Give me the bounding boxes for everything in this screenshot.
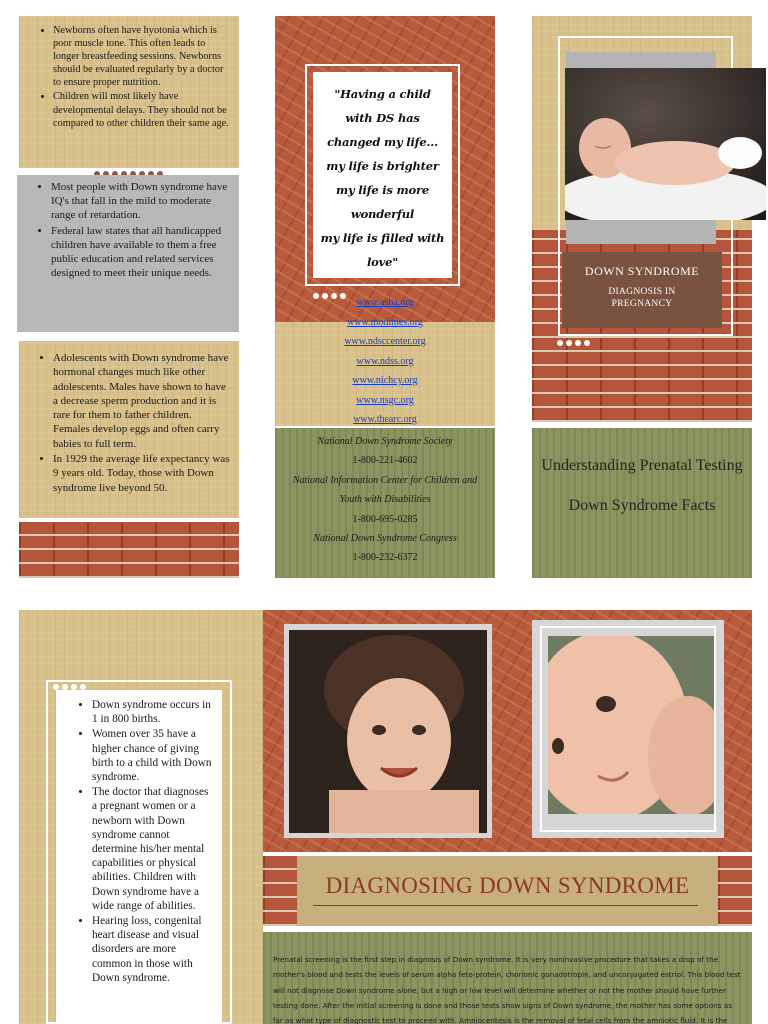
link-ndss[interactable]: www.ndss.org [356, 355, 414, 367]
list-item: • The doctor that diagnoses a pregnant women or a newborn with Down syndrome cannot determine his/her mental capabilities or physical abilities. Children with Down syndrome have a wide range of abilities. [92, 785, 216, 913]
link-asha[interactable]: www.asha.org [356, 297, 414, 308]
dot-divider [557, 333, 593, 339]
links-list [275, 293, 495, 430]
link-nichcy[interactable]: www.nichcy.org [352, 375, 418, 386]
list-item: • Women over 35 have a higher chance of giving birth to a child with Down syndrome. [92, 727, 216, 784]
contact-name: National Down Syndrome Congress [313, 533, 457, 545]
baby-face-illustration [548, 636, 714, 814]
quote-card [313, 72, 452, 278]
list-item: • Children will most likely have developmental delays. They should not be compared to other children their same age. [53, 90, 229, 129]
left-panel-box-1 [19, 16, 239, 168]
cover-line-2: Down Syndrome Facts [568, 497, 716, 514]
quote-text: "Having a child with DS has changed my life... my life is brighter my life is more wonderful my life is filled with love" [320, 87, 445, 269]
contact-name: National Down Syndrome Society [317, 436, 453, 447]
list-item: • Down syndrome occurs in 1 in 800 births. [92, 698, 216, 726]
sleeping-baby-illustration [565, 68, 766, 220]
dot-divider [53, 677, 89, 683]
brick-strip [19, 522, 239, 578]
cover-line-1: Understanding Prenatal Testing [541, 457, 743, 474]
cover-bottom-panel [532, 428, 752, 578]
heading-box [297, 856, 718, 926]
contact-phone: 1-800-232-6372 [352, 552, 418, 564]
baby-sleeping-photo [565, 68, 766, 220]
list-item: • Federal law states that all handicapped children have available to them a free public education and related services designed to meet their unique needs. [51, 224, 229, 281]
dot-divider [94, 164, 166, 170]
list-item: • In 1929 the average life expectancy was 9 years old. Today, those with Down syndrome live beyond 50. [53, 452, 231, 495]
list-item: • Most people with Down syndrome have IQ's that fall in the mild to moderate range of retardation. [51, 180, 229, 223]
facts-card [56, 690, 222, 1024]
link-ndsccenter[interactable]: www.ndsccenter.org [344, 336, 426, 347]
cover-subtitle: DIAGNOSIS IN PREGNANCY [608, 287, 676, 309]
left-panel-box-3 [19, 341, 239, 518]
contact-phone: 1-800-695-0285 [352, 513, 418, 525]
contacts-panel [275, 428, 495, 578]
link-modimes[interactable]: www.modimes.org [347, 316, 423, 328]
smiling-child-illustration [289, 630, 487, 833]
body-paragraph: Prenatal screening is the first step in diagnosis of Down syndrome. It is very noninvasive procedure that takes a drop of the mother's blood and tests the levels of serum alpha feto-protein, chorionic gonadotropin, and unconjugated estriol. This blood test will not diagnose Down syndrome alone, but a high or low level will determine whether or not the mother should have further testing done. After the initial screening is done and those tests show signs of Down syndrome, the mother has some options as far as what type of diagnostic test to proceed with. Amniocentesis is the removal of fetal cells from the amniotic fluid. It is the [273, 955, 741, 1024]
baby-face-photo [548, 636, 714, 814]
heading-brick-left [263, 856, 297, 926]
bottom-page [0, 594, 768, 1024]
cover-title: DOWN SYNDROME [584, 264, 700, 278]
contact-phone: 1-800-221-4602 [352, 455, 418, 467]
heading-underline [313, 905, 698, 906]
link-nsgc[interactable]: www.nsgc.org [356, 394, 414, 406]
smiling-child-photo [289, 630, 487, 833]
link-thearc[interactable]: www.thearc.org [353, 414, 417, 425]
section-heading: DIAGNOSING DOWN SYNDROME [325, 873, 690, 898]
cover-title-box [562, 252, 722, 328]
list-item: • Newborns often have hyotonia which is poor muscle tone. This often leads to longer breastfeeding sessions. Newborns should be evaluated regularly by a doctor to ensure proper nutrition. [53, 24, 229, 89]
list-item: • Hearing loss, congenital heart disease and visual disorders are more common in those with Down syndrome. [92, 914, 216, 985]
left-panel-box-2 [17, 175, 239, 332]
contact-name: National Information Center for Children and Youth with Disabilities [292, 474, 478, 506]
list-item: • Adolescents with Down syndrome have hormonal changes much like other adolescents. Males have shown to have a decrease sperm production and it is rare for them to father children. Females develop eggs and often carry babies to full term. [53, 351, 231, 451]
dot-divider [313, 286, 349, 292]
heading-brick-right [718, 856, 752, 926]
body-paragraph-panel [263, 932, 752, 1024]
